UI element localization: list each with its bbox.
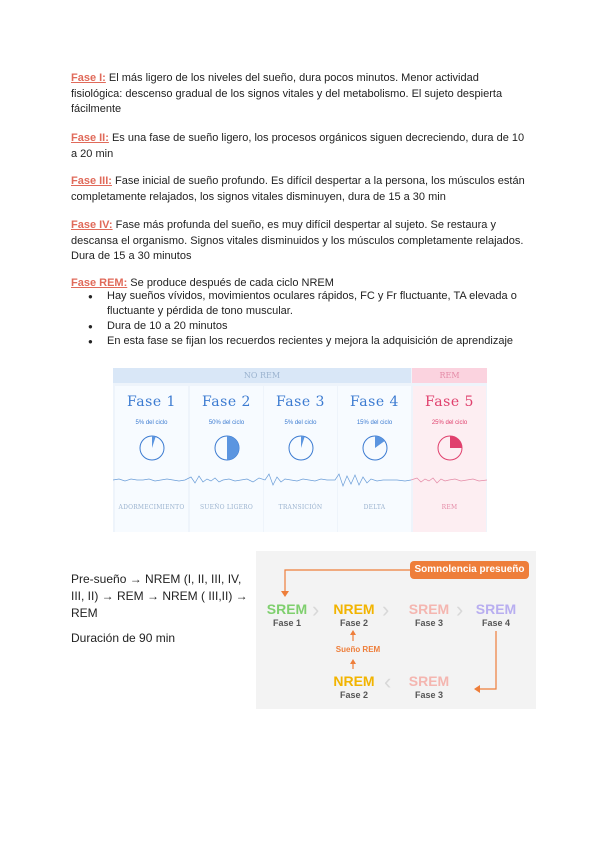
arrow-fase4-to-fase3 — [478, 631, 496, 689]
arrow-presleep-to-fase1 — [285, 570, 410, 593]
phase-title: Fase 2 — [202, 394, 251, 410]
brainwave-trace — [113, 468, 487, 492]
chevron-right-icon: › — [382, 597, 390, 622]
cycle-node-nrem-fase2 — [326, 601, 382, 629]
paragraph-fase-1 — [71, 71, 533, 118]
chevron-right-icon: › — [312, 597, 320, 622]
phase-column-4 — [338, 386, 411, 532]
cycle-duration-text: Duración de 90 min — [71, 631, 176, 645]
phase-column-3 — [264, 386, 337, 532]
cycle-node-nrem-fase2-return — [326, 673, 382, 701]
node-label: SREM — [408, 673, 450, 689]
arrowhead-rem-up — [350, 630, 356, 635]
paragraph-fase-4 — [71, 218, 533, 265]
node-phase: Fase 1 — [272, 618, 302, 628]
node-label: NREM — [333, 673, 375, 689]
phase-caption: ADORMECIMIENTO — [118, 504, 185, 511]
label-fase-4: Fase IV: — [71, 219, 113, 231]
pie-slice — [375, 436, 385, 448]
phase-caption: TRANSICIÓN — [278, 504, 323, 511]
list-item: ● En esta fase se fijan los recuerdos recientes y mejora la adquisición de aprendizaje — [71, 334, 531, 349]
text-fase-3: Fase inicial de sueño profundo. Es difícil despertar a la persona, los músculos están completamente relajados, los signos vitales disminuyen, dura de 15 a 30 min — [71, 175, 525, 203]
text-fase-1: El más ligero de los niveles del sueño, dura pocos minutos. Menor actividad fisiológica: descenso gradual de los signos vitales y del metabolismo. El sujeto despierta fácilmente — [71, 72, 503, 115]
node-label: SREM — [475, 601, 517, 617]
node-label: SREM — [408, 601, 450, 617]
chevron-left-icon: ‹ — [384, 669, 392, 694]
phase-column-2 — [190, 386, 263, 532]
pie-slice — [301, 436, 305, 448]
phase-title: Fase 3 — [276, 394, 325, 410]
phase-pie-chart — [287, 434, 315, 462]
header-rem: REM — [412, 368, 487, 383]
cycle-node-srem-fase3-return — [401, 673, 457, 701]
phase-caption: REM — [441, 504, 458, 511]
phase-percent: 5% del ciclo — [284, 420, 317, 426]
list-item: ● Dura de 10 a 20 minutos — [71, 319, 531, 334]
pie-slice — [450, 436, 462, 448]
phase-pie-chart — [436, 434, 464, 462]
header-no-rem: NO REM — [113, 368, 411, 383]
phase-percent: 15% del ciclo — [356, 420, 393, 426]
somnolencia-presueno-pill: Somnolencia presueño — [410, 561, 529, 579]
sleep-sequence-text: Pre-sueño → NREM (I, II, III, IV, III, II) → REM → NREM ( III,II) → REM — [71, 572, 248, 620]
list-item: ● Hay sueños vívidos, movimientos oculares rápidos, FC y Fr fluctuante, TA elevada o fluctuante y pérdida de tono muscular. — [71, 289, 531, 319]
phase-title: Fase 4 — [350, 394, 399, 410]
sleep-cycle-diagram — [256, 551, 536, 709]
label-fase-3: Fase III: — [71, 175, 112, 187]
phase-percent: 25% del ciclo — [431, 420, 468, 426]
rem-bullet-list — [71, 289, 531, 349]
paragraph-fase-3 — [71, 174, 533, 205]
cycle-node-srem-fase4 — [468, 601, 524, 629]
node-phase: Fase 2 — [339, 618, 369, 628]
phase-pie-chart — [138, 434, 166, 462]
phase-caption: DELTA — [363, 504, 386, 511]
label-fase-2: Fase II: — [71, 132, 109, 144]
sueno-rem-label: Sueño REM — [335, 645, 381, 654]
phase-pie-chart — [213, 434, 241, 462]
node-phase: Fase 3 — [414, 618, 444, 628]
node-phase: Fase 4 — [481, 618, 511, 628]
brainwave-line-nrem — [113, 474, 411, 486]
arrowhead-nrem2-up — [350, 659, 356, 664]
paragraph-fase-2 — [71, 131, 533, 162]
node-phase: Fase 3 — [414, 690, 444, 700]
label-fase-1: Fase I: — [71, 72, 106, 84]
phase-pie-chart — [361, 434, 389, 462]
arrowhead-presleep — [281, 591, 289, 597]
node-label: NREM — [333, 601, 375, 617]
label-fase-rem: Fase REM: — [71, 277, 128, 289]
brainwave-line-rem — [411, 478, 487, 483]
phase-percent: 50% del ciclo — [208, 420, 245, 426]
pie-slice — [227, 436, 239, 460]
text-fase-4: Fase más profunda del sueño, es muy difícil despertar al sujeto. Se restaura y descansa el organismo. Signos vitales disminuidos y los músculos completamente relajados. Dura de 15 a 30 minutos — [71, 219, 524, 262]
text-fase-rem: Se produce después de cada ciclo NREM — [127, 277, 334, 289]
pie-slice — [152, 436, 156, 448]
phase-column-5 — [413, 386, 486, 532]
cycle-node-srem-fase3 — [401, 601, 457, 629]
chevron-right-icon: › — [456, 597, 464, 622]
text-fase-2: Es una fase de sueño ligero, los procesos orgánicos siguen decreciendo, dura de 10 a 20 min — [71, 132, 525, 160]
sleep-phases-infographic — [113, 368, 487, 532]
arrowhead-fase4 — [474, 685, 480, 693]
phase-caption: SUEÑO LIGERO — [200, 504, 253, 511]
node-label: SREM — [266, 601, 308, 617]
phase-percent: 5% del ciclo — [135, 420, 168, 426]
node-phase: Fase 2 — [339, 690, 369, 700]
phase-column-1 — [115, 386, 188, 532]
cycle-node-srem-fase1 — [259, 601, 315, 629]
phase-title: Fase 1 — [127, 394, 176, 410]
phase-title: Fase 5 — [425, 394, 474, 410]
